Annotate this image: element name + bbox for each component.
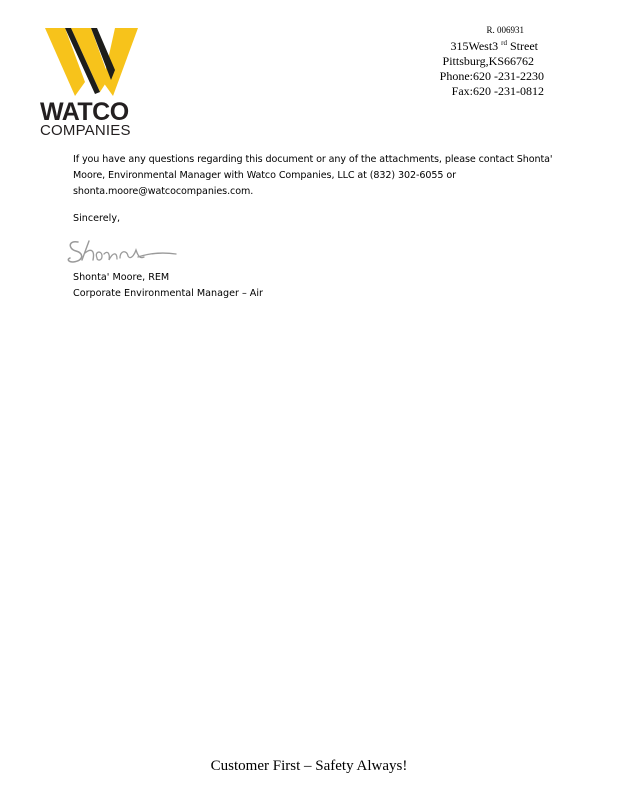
closing-salutation: Sincerely,: [73, 213, 121, 224]
reference-number: R. 006931: [486, 25, 524, 35]
signature-block: [73, 270, 263, 302]
watco-logo: [40, 26, 144, 138]
street-ordinal: rd: [501, 39, 507, 47]
city-state-zip: Pittsburg,KS66762: [442, 54, 534, 68]
street-address: [440, 36, 538, 54]
street-name: Street: [510, 39, 538, 53]
footer-tagline: Customer First – Safety Always!: [210, 758, 408, 774]
company-address: [440, 24, 544, 99]
body-paragraph: If you have any questions regarding this document or any of the attachments, please contact Shonta' Moore, Environmental Manager with Watco Companies, LLC at (832) 302-6055 or shonta.moore@watcocompanies.com.: [73, 154, 553, 197]
logo-subtitle: COMPANIES: [40, 122, 131, 139]
fax-number: Fax:620 -231-0812: [451, 84, 544, 98]
phone-number: Phone:620 -231-2230: [439, 69, 544, 83]
handwritten-signature: [64, 234, 182, 273]
street-number: 315West3: [450, 39, 499, 53]
logo-wordmark: WATCO: [40, 98, 129, 126]
signer-name: Shonta' Moore, REM: [73, 272, 170, 283]
watco-w-mark: [45, 26, 139, 98]
signer-title: Corporate Environmental Manager – Air: [73, 288, 263, 299]
